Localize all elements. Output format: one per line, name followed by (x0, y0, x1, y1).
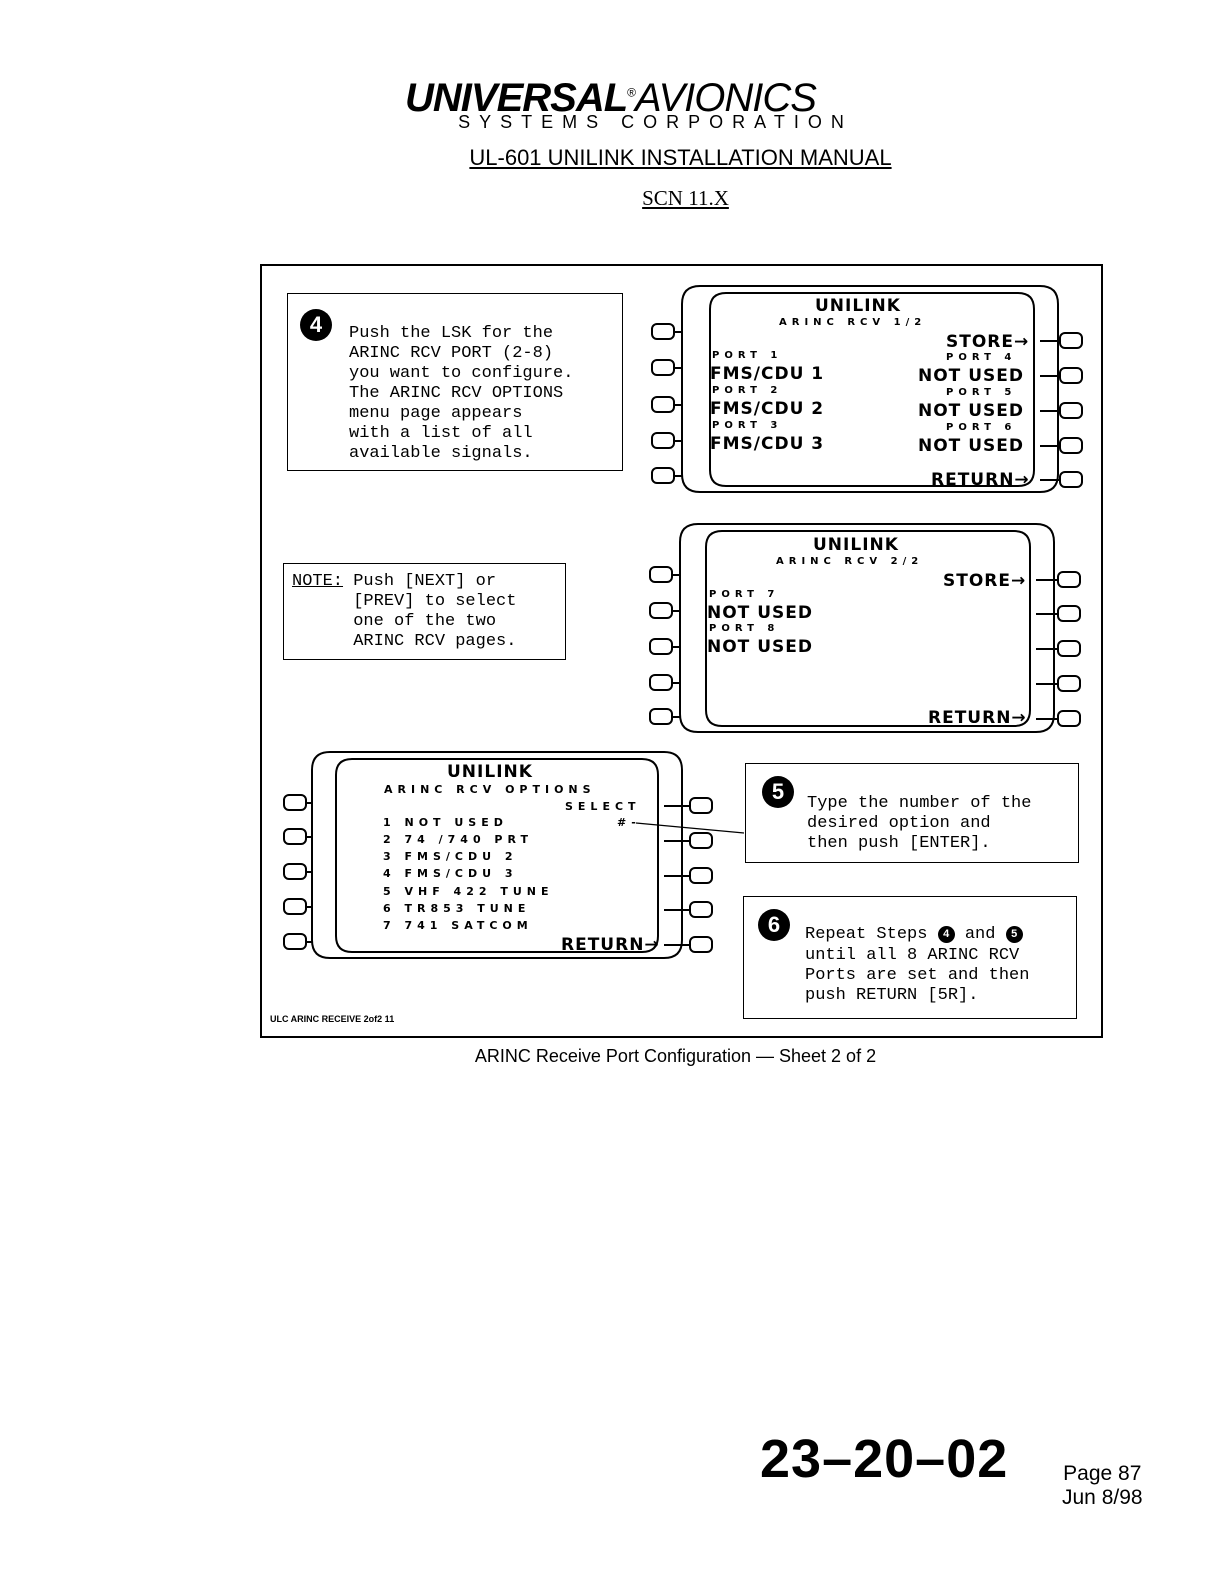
cdu-screen-1-lsk-right (1040, 333, 1082, 487)
screen-1-store[interactable]: STORE→ (946, 332, 1030, 352)
cdu-screen-3-lsk-left (284, 795, 312, 949)
step-5-text: Type the number of the desired option and then push [ENTER]. (807, 794, 1032, 853)
port-8-label: PORT 8 (709, 623, 780, 634)
screen-1-title: UNILINK (815, 296, 901, 316)
port-8-value[interactable]: NOT USED (707, 637, 813, 657)
leader-line (636, 823, 744, 833)
port-1-value[interactable]: FMS/CDU 1 (710, 364, 825, 384)
step-5-box (745, 763, 1079, 863)
select-label: SELECT (565, 800, 641, 813)
port-7-label: PORT 7 (709, 589, 780, 600)
option-item: 7 741 SATCOM (383, 919, 533, 932)
screen-2-title: UNILINK (813, 535, 899, 555)
screen-1-return[interactable]: RETURN→ (931, 470, 1030, 490)
registered-mark: ® (627, 85, 636, 100)
cdu-screen-2-lsk-left (650, 567, 680, 724)
port-5-label: PORT 5 (946, 387, 1017, 398)
step-6-text-a: Repeat Steps (805, 925, 938, 944)
step-4-number: 4 (300, 309, 332, 341)
screen-3-title: UNILINK (447, 762, 533, 782)
figure-id: ULC ARINC RECEIVE 2of2 11 (270, 1014, 395, 1024)
note-text: Push [NEXT] or [PREV] to select one of the two ARINC RCV pages. (353, 572, 517, 651)
systems-corporation: SYSTEMS CORPORATION (458, 112, 853, 132)
port-4-label: PORT 4 (946, 352, 1017, 363)
section-code: 23–20–02 (760, 1429, 1009, 1489)
port-1-label: PORT 1 (712, 350, 783, 361)
option-item: 5 VHF 422 TUNE (383, 885, 554, 898)
port-7-value[interactable]: NOT USED (707, 603, 813, 623)
cdu-screen-2-lsk-right (1036, 572, 1080, 726)
port-2-label: PORT 2 (712, 385, 783, 396)
screen-2-store[interactable]: STORE→ (943, 571, 1027, 591)
screen-1-subtitle: ARINC RCV 1/2 (779, 317, 927, 328)
step-6-text-b: and (954, 925, 1006, 944)
step-6-text-rest: until all 8 ARINC RCV Ports are set and then push RETURN [5R]. (805, 946, 1030, 1005)
cdu-screen-3-lsk-right (664, 798, 712, 952)
port-6-value[interactable]: NOT USED (918, 436, 1024, 456)
logo-thin-text: AVIONICS (635, 76, 816, 120)
revision-date: Jun 8/98 (1062, 1486, 1143, 1509)
step-4-text: Push the LSK for the ARINC RCV PORT (2-8) you want to configure. The ARINC RCV OPTIONS menu page appears with a list of all available signals. (349, 324, 574, 463)
step-5-number: 5 (762, 776, 794, 808)
option-item: 3 FMS/CDU 2 (383, 850, 518, 863)
port-4-value[interactable]: NOT USED (918, 366, 1024, 386)
port-2-value[interactable]: FMS/CDU 2 (710, 399, 825, 419)
port-5-value[interactable]: NOT USED (918, 401, 1024, 421)
step-6-number: 6 (758, 909, 790, 941)
manual-title: UL-601 UNILINK INSTALLATION MANUAL (469, 145, 892, 170)
figure-caption: ARINC Receive Port Configuration — Sheet 2 of 2 (474, 1046, 877, 1066)
option-item: 2 74 /740 PRT (383, 833, 533, 846)
page-number: Page 87 (1063, 1462, 1142, 1485)
scn-number: SCN 11.X (642, 186, 729, 210)
screen-3-return[interactable]: RETURN→ (561, 935, 660, 955)
option-item: 4 FMS/CDU 3 (383, 867, 518, 880)
option-item: 1 NOT USED (383, 816, 508, 829)
step-ref-5: 5 (1006, 926, 1023, 943)
select-field[interactable]: #- (617, 816, 641, 829)
port-6-label: PORT 6 (946, 422, 1017, 433)
note-box (283, 563, 566, 660)
step-6-box (743, 896, 1077, 1019)
step-4-box (287, 293, 623, 471)
port-3-label: PORT 3 (712, 420, 783, 431)
screen-2-return[interactable]: RETURN→ (928, 708, 1027, 728)
option-item: 6 TR853 TUNE (383, 902, 531, 915)
screen-2-subtitle: ARINC RCV 2/2 (776, 556, 924, 567)
port-3-value[interactable]: FMS/CDU 3 (710, 434, 825, 454)
note-label: NOTE: (292, 572, 344, 591)
cdu-screen-1-lsk-left (652, 324, 682, 483)
logo-bold-text: UNIVERSAL (405, 76, 628, 120)
page-info (1062, 1462, 1143, 1510)
screen-3-subtitle: ARINC RCV OPTIONS (384, 783, 596, 796)
step-ref-4: 4 (938, 926, 955, 943)
